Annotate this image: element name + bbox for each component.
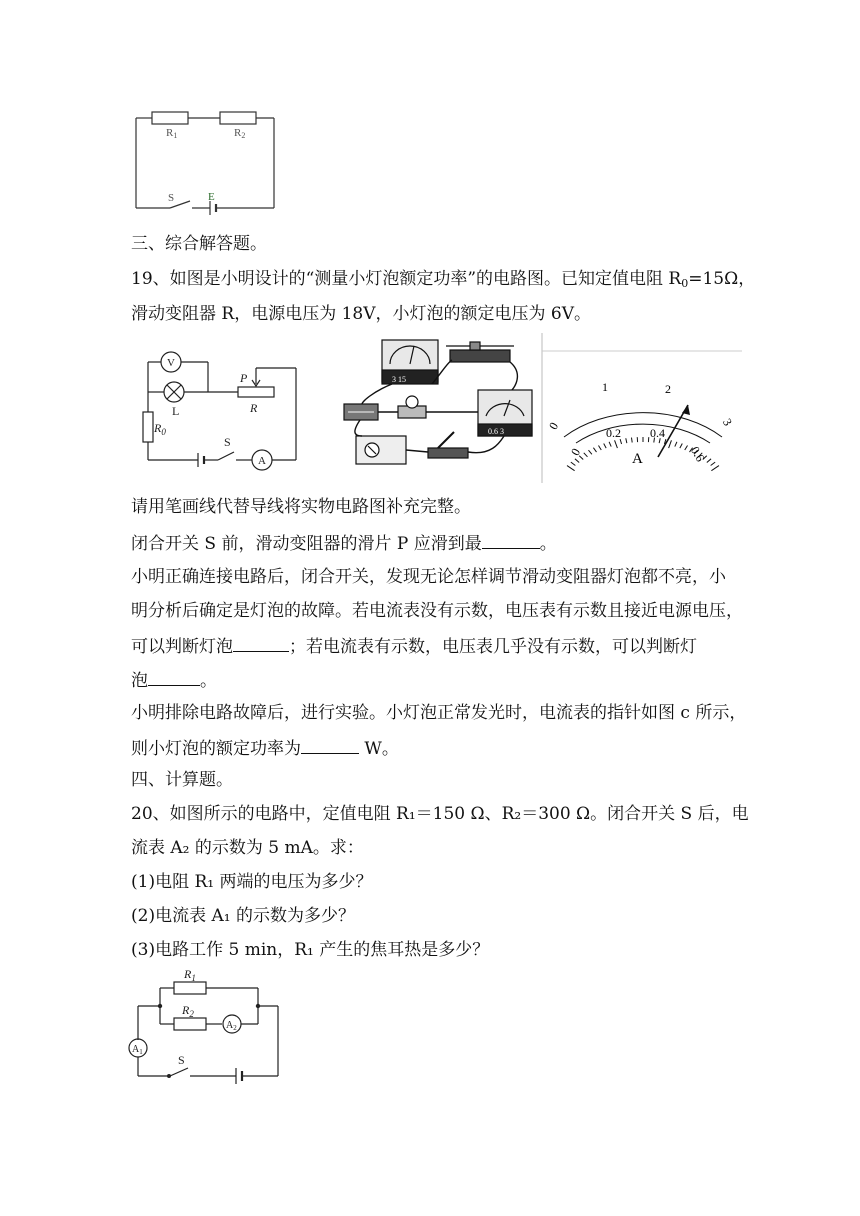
q20-s-label: S xyxy=(178,1053,185,1067)
q19-answer-blank-3[interactable] xyxy=(148,667,200,686)
dial-tick xyxy=(675,442,677,447)
q18-circuit-figure xyxy=(128,104,288,222)
dial-bottom-02: 0.2 xyxy=(606,426,621,440)
q19-ammeter-dial xyxy=(540,333,746,483)
q19-diagram-r-label: R xyxy=(250,401,258,415)
dial-bottom-0: 0 xyxy=(567,445,584,458)
dial-top-2: 2 xyxy=(665,382,671,396)
dial-bottom-06: 0.6 xyxy=(687,444,708,465)
q20-sub3: (3)电路工作 5 min，R₁ 产生的焦耳热是多少？ xyxy=(131,940,490,960)
q19-physical-voltmeter-terminals: 3 15 xyxy=(392,375,406,384)
dial-tick xyxy=(604,444,606,449)
fig18-r1-label: R1 xyxy=(166,127,178,140)
section-3-heading: 三、综合解答题。 xyxy=(131,234,267,254)
q19-task3-line1: 小明正确连接电路后，闭合开关，发现无论怎样调节滑动变阻器灯泡都不亮，小 xyxy=(131,567,726,587)
dial-tick xyxy=(588,450,591,454)
q19-physical-circuit xyxy=(332,332,538,474)
dial-bottom-04: 0.4 xyxy=(650,426,665,440)
q19-diagram-v-label: V xyxy=(167,357,175,369)
dial-tick xyxy=(707,459,711,463)
dial-tick xyxy=(571,462,576,465)
dial-tick xyxy=(598,446,601,450)
dial-tick xyxy=(575,459,579,463)
dial-tick xyxy=(567,466,575,471)
dial-tick xyxy=(631,438,632,443)
dial-unit-a: A xyxy=(632,451,643,467)
q20-a2-label: $A_2$ xyxy=(226,1020,237,1032)
q19-answer-blank-2[interactable] xyxy=(233,633,289,652)
dial-tick xyxy=(584,453,588,457)
dial-tick xyxy=(669,440,672,448)
fig18-s-label: S xyxy=(168,192,175,204)
q19-physical-ammeter-terminals: 0.6 3 xyxy=(488,427,504,436)
q19-task1: 请用笔画线代替导线将实物电路图补充完整。 xyxy=(131,497,471,517)
dial-tick xyxy=(711,466,719,471)
q19-task3-line3: 可以判断灯泡 ；若电流表有示数，电压表几乎没有示数，可以判断灯 xyxy=(131,633,697,659)
q20-sub2: (2)电流表 A₁ 的示数为多少？ xyxy=(131,906,355,926)
dial-tick xyxy=(626,438,627,443)
q19-diagram-s-label: S xyxy=(224,435,231,449)
q19-task2: 闭合开关 S 前，滑动变阻器的滑片 P 应滑到最 。 xyxy=(131,530,557,556)
dial-tick xyxy=(593,448,596,452)
q19-answer-blank-1[interactable] xyxy=(482,530,540,549)
q20-stem-line1: 20、如图所示的电路中，定值电阻 R₁＝150 Ω、R₂＝300 Ω。闭合开关 S 后，电 xyxy=(131,804,749,824)
dial-tick xyxy=(711,462,716,465)
q19-diagram-p-label: P xyxy=(240,371,248,385)
q19-answer-blank-4[interactable] xyxy=(301,735,359,754)
dial-top-3: 3 xyxy=(719,416,736,429)
dial-tick xyxy=(615,440,618,448)
q19-diagram-a-label: A xyxy=(258,455,266,467)
q19-task4-line1: 小明排除电路故障后，进行实验。小灯泡正常发光时，电流表的指针如图 c 所示， xyxy=(131,703,747,723)
q19-diagram-l-label: L xyxy=(172,404,180,418)
q19-stem-line1: 19、如图是小明设计的“测量小灯泡额定功率”的电路图。已知定值电阻 $R_0=15\Omega$， xyxy=(131,269,756,290)
section-4-heading: 四、计算题。 xyxy=(131,770,233,790)
dial-tick xyxy=(685,446,688,450)
q20-a1-label: $A_1$ xyxy=(132,1044,143,1056)
q19-task3-line2: 明分析后确定是灯泡的故障。若电流表没有示数，电压表有示数且接近电源电压， xyxy=(131,601,743,621)
dial-top-1: 1 xyxy=(602,380,608,394)
q20-sub1: (1)电阻 R₁ 两端的电压为多少？ xyxy=(131,872,373,892)
fig18-r2-label: R2 xyxy=(234,127,246,140)
q19-task3-line4: 泡 。 xyxy=(131,667,217,693)
q20-r2-label: $R_2$ xyxy=(182,1003,194,1019)
q20-stem-line2: 流表 A₂ 的示数为 5 mA。求： xyxy=(131,838,364,858)
q19-diagram-r0-label: $R_0$ xyxy=(154,421,166,437)
q19-stem-line2: 滑动变阻器 R，电源电压为 18V，小灯泡的额定电压为 6V。 xyxy=(131,304,592,324)
fig18-e-label: E xyxy=(208,191,215,203)
q20-circuit-figure xyxy=(126,962,288,1086)
q19-circuit-diagram xyxy=(128,340,306,476)
dial-top-0: 0 xyxy=(545,419,562,432)
dial-tick xyxy=(609,442,611,447)
q20-r1-label: $R_1$ xyxy=(184,967,196,983)
dial-tick xyxy=(680,444,682,449)
q19-task4-line2: 则小灯泡的额定功率为 W。 xyxy=(131,735,399,761)
